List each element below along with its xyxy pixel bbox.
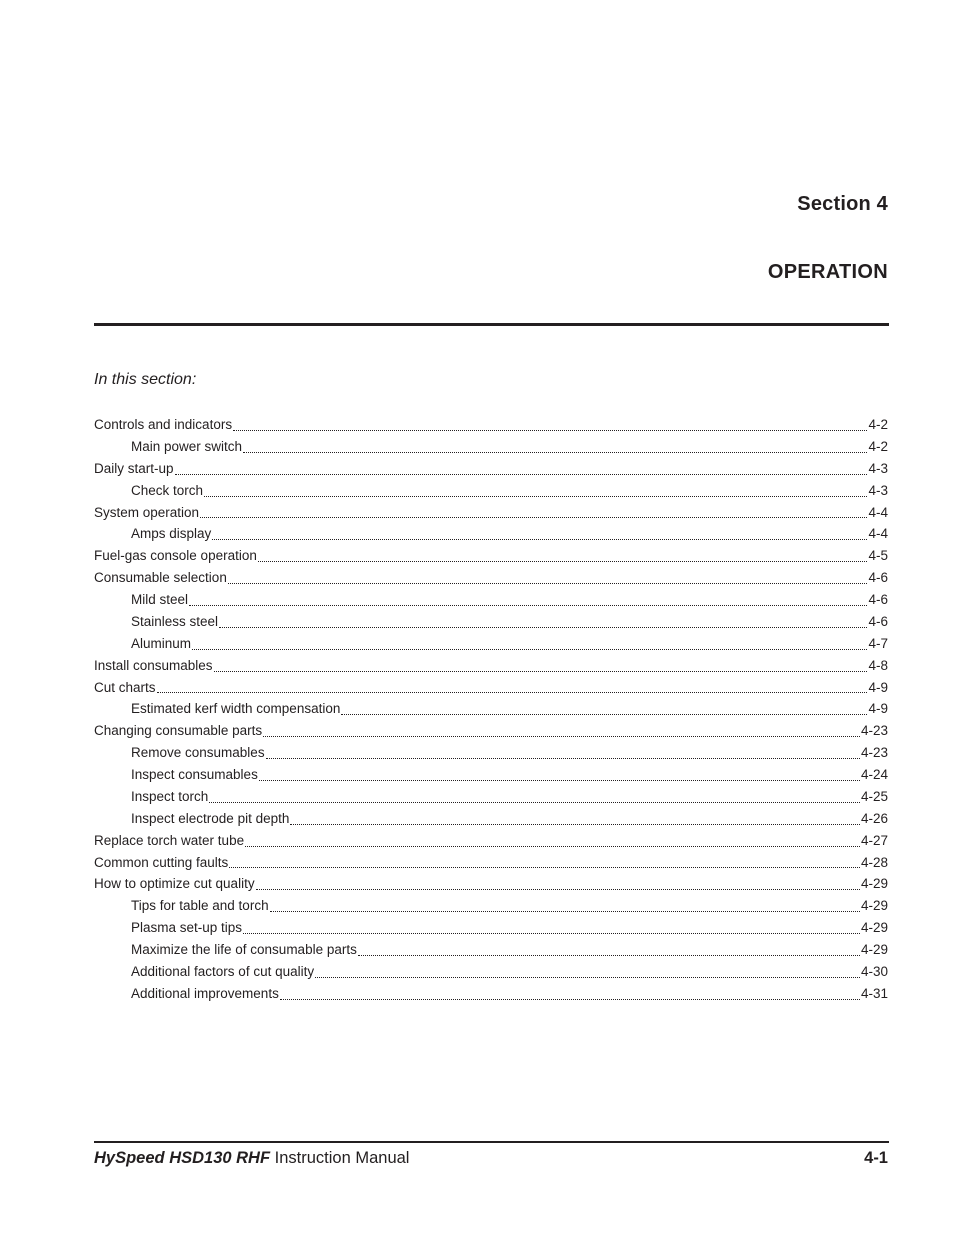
toc-entry-page: 4-25 xyxy=(860,788,888,804)
toc-entry-label: Amps display xyxy=(131,526,212,542)
toc-entry-label: Daily start-up xyxy=(94,460,174,476)
toc-leader-dots xyxy=(219,627,867,628)
toc-entry-page: 4-23 xyxy=(860,745,888,761)
footer-manual: Instruction Manual xyxy=(274,1149,410,1167)
toc-entry-page: 4-28 xyxy=(860,854,888,870)
toc-entry-label: Check torch xyxy=(131,482,204,498)
toc-entry[interactable] xyxy=(94,634,888,656)
toc-entry-page: 4-4 xyxy=(868,526,888,542)
toc-leader-dots xyxy=(157,692,868,693)
toc-leader-dots xyxy=(243,452,867,453)
toc-entry-page: 4-29 xyxy=(860,920,888,936)
toc-leader-dots xyxy=(212,539,867,540)
toc-entry-label: Common cutting faults xyxy=(94,854,229,870)
toc-entry-label: Remove consumables xyxy=(131,745,265,761)
toc-entry[interactable] xyxy=(94,503,888,525)
toc-entry-page: 4-3 xyxy=(868,482,888,498)
toc-entry[interactable] xyxy=(94,481,888,503)
toc-entry-label: Inspect electrode pit depth xyxy=(131,810,290,826)
toc-intro: In this section: xyxy=(94,371,197,388)
toc-leader-dots xyxy=(209,802,860,803)
toc-entry-label: Estimated kerf width compensation xyxy=(131,701,341,717)
toc-entry[interactable] xyxy=(94,590,888,612)
toc-entry-label: Consumable selection xyxy=(94,570,227,586)
toc-entry[interactable] xyxy=(94,568,888,590)
toc-leader-dots xyxy=(258,561,868,562)
toc-entry[interactable] xyxy=(94,962,888,984)
toc-entry-page: 4-6 xyxy=(868,613,888,629)
toc-entry[interactable] xyxy=(94,853,888,875)
toc-entry-page: 4-23 xyxy=(860,723,888,739)
table-of-contents xyxy=(94,415,888,1006)
toc-entry-page: 4-26 xyxy=(860,810,888,826)
toc-entry-page: 4-9 xyxy=(868,679,888,695)
toc-leader-dots xyxy=(290,824,860,825)
toc-entry[interactable] xyxy=(94,699,888,721)
toc-leader-dots xyxy=(358,955,860,956)
toc-leader-dots xyxy=(341,714,867,715)
toc-entry[interactable] xyxy=(94,546,888,568)
toc-entry-label: Stainless steel xyxy=(131,613,219,629)
toc-entry-label: Tips for table and torch xyxy=(131,898,269,914)
toc-entry-page: 4-3 xyxy=(868,460,888,476)
toc-leader-dots xyxy=(315,977,860,978)
toc-entry-label: Additional factors of cut quality xyxy=(131,963,315,979)
toc-entry-label: Maximize the life of consumable parts xyxy=(131,942,357,957)
toc-entry-label: Additional improvements xyxy=(131,985,279,1001)
toc-entry[interactable] xyxy=(94,765,888,787)
toc-entry-label: Changing consumable parts xyxy=(94,723,263,739)
toc-leader-dots xyxy=(192,649,867,650)
toc-entry-page: 4-30 xyxy=(860,963,888,979)
toc-entry-label: Plasma set-up tips xyxy=(131,920,243,936)
toc-entry-page: 4-27 xyxy=(860,832,888,848)
toc-entry[interactable] xyxy=(94,612,888,634)
toc-leader-dots xyxy=(280,999,860,1000)
toc-leader-dots xyxy=(245,846,860,847)
toc-entry[interactable] xyxy=(94,459,888,481)
toc-entry-label: System operation xyxy=(94,504,200,520)
toc-entry-label: Replace torch water tube xyxy=(94,832,245,848)
toc-entry[interactable] xyxy=(94,524,888,546)
toc-entry-page: 4-24 xyxy=(860,767,888,782)
header-divider xyxy=(94,323,889,326)
toc-entry-page: 4-4 xyxy=(868,504,888,520)
toc-entry[interactable] xyxy=(94,656,888,678)
toc-entry[interactable] xyxy=(94,984,888,1006)
toc-leader-dots xyxy=(243,933,860,934)
toc-entry-page: 4-31 xyxy=(860,985,888,1001)
section-number: Section 4 xyxy=(797,193,888,215)
toc-entry[interactable] xyxy=(94,940,888,962)
toc-entry-label: Cut charts xyxy=(94,679,156,695)
toc-leader-dots xyxy=(263,736,860,737)
toc-leader-dots xyxy=(175,474,868,475)
toc-entry-label: Inspect torch xyxy=(131,788,209,804)
footer-brand: HySpeed HSD130 RHF xyxy=(94,1149,271,1167)
toc-entry-label: Fuel-gas console operation xyxy=(94,548,257,564)
toc-leader-dots xyxy=(270,911,860,912)
toc-entry[interactable] xyxy=(94,415,888,437)
toc-leader-dots xyxy=(189,605,867,606)
toc-entry[interactable] xyxy=(94,743,888,765)
toc-leader-dots xyxy=(214,671,868,672)
toc-leader-dots xyxy=(233,430,867,431)
toc-leader-dots xyxy=(228,583,868,584)
toc-entry-label: Install consumables xyxy=(94,657,213,673)
toc-entry-page: 4-29 xyxy=(860,942,888,957)
footer-divider xyxy=(94,1141,889,1143)
toc-leader-dots xyxy=(200,517,867,518)
toc-leader-dots xyxy=(229,867,860,868)
toc-entry-page: 4-7 xyxy=(868,635,888,651)
toc-entry[interactable] xyxy=(94,809,888,831)
toc-entry[interactable] xyxy=(94,918,888,940)
toc-leader-dots xyxy=(204,496,867,497)
toc-entry[interactable] xyxy=(94,787,888,809)
toc-entry-page: 4-29 xyxy=(860,876,888,892)
toc-entry-page: 4-2 xyxy=(868,438,888,454)
toc-entry-page: 4-5 xyxy=(868,548,888,564)
toc-entry[interactable] xyxy=(94,678,888,700)
toc-entry-page: 4-2 xyxy=(868,417,888,432)
toc-entry-label: Aluminum xyxy=(131,635,192,651)
toc-entry[interactable] xyxy=(94,721,888,743)
footer-page-number: 4-1 xyxy=(864,1149,888,1167)
footer-title xyxy=(94,1149,409,1168)
toc-entry-label: Controls and indicators xyxy=(94,417,233,432)
toc-entry-label: Inspect consumables xyxy=(131,767,258,782)
toc-entry-label: How to optimize cut quality xyxy=(94,876,255,892)
toc-entry-page: 4-6 xyxy=(868,592,888,607)
toc-leader-dots xyxy=(266,758,860,759)
toc-entry-page: 4-8 xyxy=(868,657,888,673)
section-title: OPERATION xyxy=(767,261,888,283)
toc-entry-page: 4-29 xyxy=(860,898,888,914)
toc-entry[interactable] xyxy=(94,831,888,853)
toc-entry-label: Mild steel xyxy=(131,592,189,607)
toc-entry[interactable] xyxy=(94,896,888,918)
toc-entry-page: 4-6 xyxy=(868,570,888,586)
toc-entry[interactable] xyxy=(94,437,888,459)
toc-leader-dots xyxy=(259,780,860,781)
toc-leader-dots xyxy=(256,889,860,890)
toc-entry-label: Main power switch xyxy=(131,438,243,454)
toc-entry[interactable] xyxy=(94,874,888,896)
toc-entry-page: 4-9 xyxy=(868,701,888,717)
